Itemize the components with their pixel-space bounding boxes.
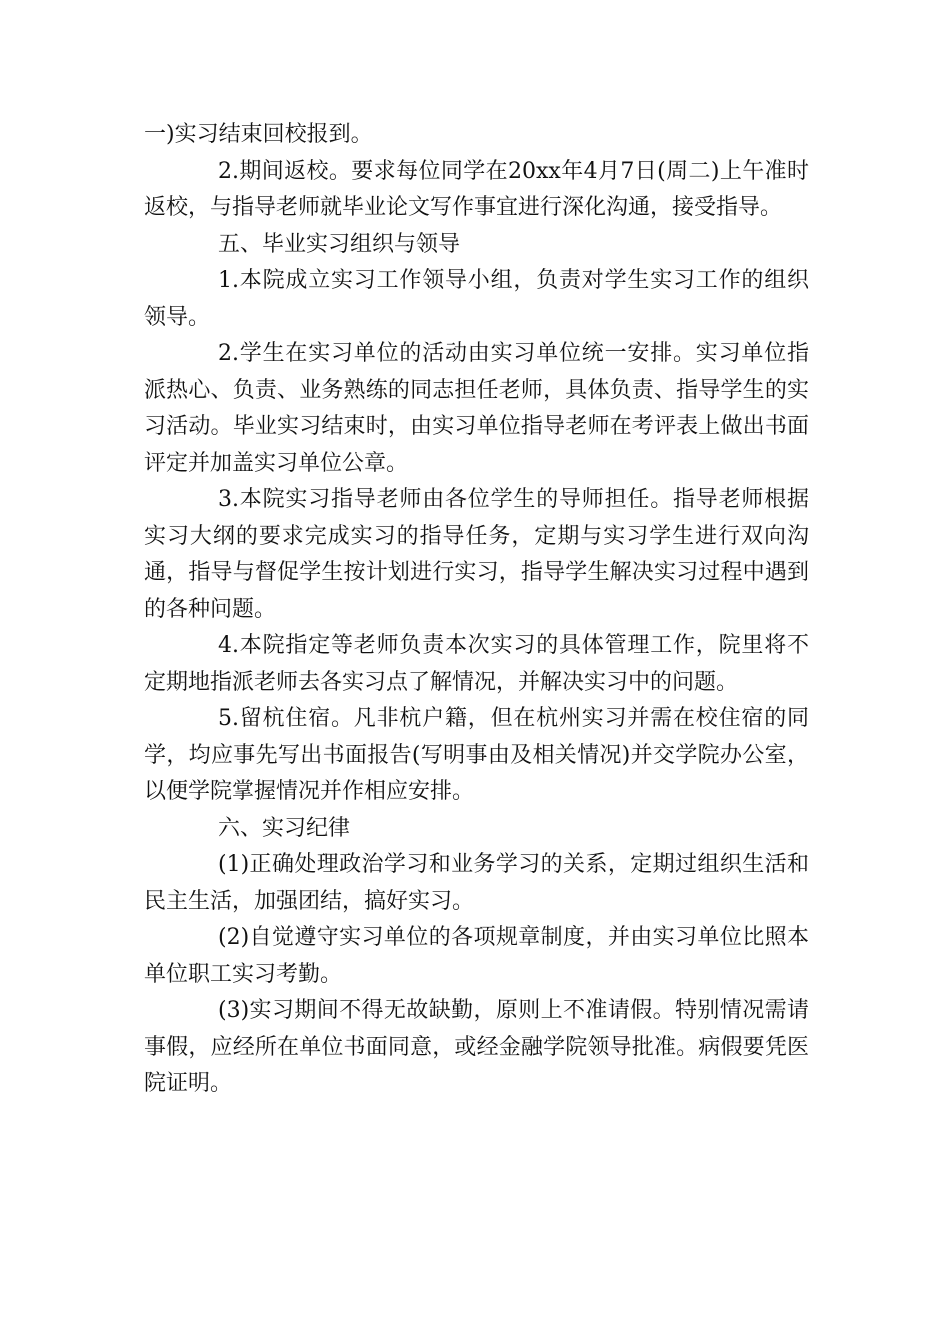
- paragraph-supervisor: 3.本院实习指导老师由各位学生的导师担任。指导老师根据实习大纲的要求完成实习的指导任务，定期与实习学生进行双向沟通，指导与督促学生按计划进行实习，指导学生解决实习过程中遇到的各种问题。: [144, 487, 809, 622]
- paragraph-return-to-school: 2.期间返校。要求每位同学在20xx年4月7日(周二)上午准时返校，与指导老师就毕业论文写作事宜进行深化沟通，接受指导。: [144, 158, 809, 220]
- paragraph-accommodation: 5.留杭住宿。凡非杭户籍，但在杭州实习并需在校住宿的同学，均应事先写出书面报告(写明事由及相关情况)并交学院办公室，以便学院掌握情况并作相应安排。: [144, 706, 809, 804]
- paragraph-discipline-1: (1)正确处理政治学习和业务学习的关系，定期过组织生活和民主生活，加强团结，搞好实习。: [144, 852, 809, 914]
- paragraph-unit-arrangement: 2.学生在实习单位的活动由实习单位统一安排。实习单位指派热心、负责、业务熟练的同志担任老师，具体负责、指导学生的实习活动。毕业实习结束时，由实习单位指导老师在考评表上做出书面评定并加盖实习单位公章。: [144, 341, 809, 476]
- paragraph-discipline-2: (2)自觉遵守实习单位的各项规章制度，并由实习单位比照本单位职工实习考勤。: [144, 925, 809, 987]
- paragraph-management: 4.本院指定等老师负责本次实习的具体管理工作，院里将不定期地指派老师去各实习点了解情况，并解决实习中的问题。: [144, 633, 809, 695]
- document-body: [144, 117, 809, 1103]
- paragraph-continuation: 一)实习结束回校报到。: [144, 122, 373, 147]
- paragraph-discipline-3: (3)实习期间不得无故缺勤，原则上不准请假。特别情况需请事假，应经所在单位书面同意，或经金融学院领导批准。病假要凭医院证明。: [144, 998, 809, 1096]
- section-heading-discipline: 六、实习纪律: [218, 815, 351, 841]
- paragraph-leadership-group: 1.本院成立实习工作领导小组，负责对学生实习工作的组织领导。: [144, 268, 809, 330]
- section-heading-organization: 五、毕业实习组织与领导: [218, 231, 461, 257]
